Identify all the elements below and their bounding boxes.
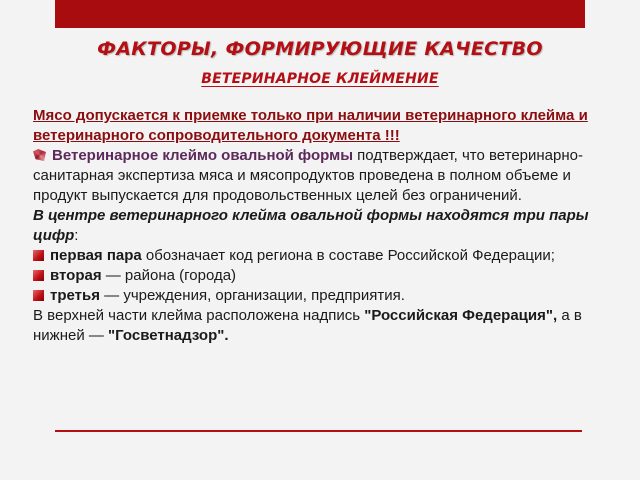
content-body xyxy=(33,106,613,346)
inscription-bottom: "Госветнадзор". xyxy=(108,327,229,344)
slide-subtitle: ВЕТЕРИНАРНОЕ КЛЕЙМЕНИЕ xyxy=(201,71,439,87)
bullet-text: обозначает код региона в составе Российской Федерации; xyxy=(141,247,555,264)
oval-stamp-term: Ветеринарное клеймо овальной формы xyxy=(52,147,354,164)
bottom-divider xyxy=(55,430,582,432)
bullet-text: — учреждения, организации, предприятия. xyxy=(99,287,405,304)
bullet-item-third-pair xyxy=(33,286,613,306)
slide-title: ФАКТОРЫ, ФОРМИРУЮЩИЕ КАЧЕСТВО xyxy=(97,38,543,60)
flag-bullet-icon xyxy=(33,149,46,161)
paragraph-oval-stamp xyxy=(33,146,613,206)
inscription-text-1: В верхней части клейма расположена надпись xyxy=(33,307,365,324)
paragraph-digit-pairs xyxy=(33,206,613,246)
bullet-item-second-pair xyxy=(33,266,613,286)
inscription-top: "Российская Федерация", xyxy=(364,307,558,324)
bullet-item-first-pair xyxy=(33,246,613,266)
square-bullet-icon xyxy=(33,290,44,301)
top-decorative-bar xyxy=(55,0,585,28)
inscription-text-2: а в нижней — xyxy=(33,307,582,344)
lead-statement: Мясо допускается к приемке только при наличии ветеринарного клейма и ветеринарного сопроводительного документа !!! xyxy=(33,107,588,144)
bullet-term: третья xyxy=(50,287,100,304)
digit-pairs-colon: : xyxy=(74,227,79,244)
digit-pairs-heading: В центре ветеринарного клейма овальной формы находятся три пары цифр xyxy=(33,207,589,244)
square-bullet-icon xyxy=(33,250,44,261)
paragraph-inscriptions xyxy=(33,306,613,346)
bullet-text: — района (города) xyxy=(101,267,237,284)
oval-stamp-description: подтверждает, что ветеринарно-санитарная экспертиза мяса и мясопродуктов проведена в полном объеме и продукт выпускается для продовольственных целей без ограничений. xyxy=(33,147,583,204)
square-bullet-icon xyxy=(33,270,44,281)
bullet-term: первая пара xyxy=(50,247,142,264)
bullet-term: вторая xyxy=(50,267,102,284)
